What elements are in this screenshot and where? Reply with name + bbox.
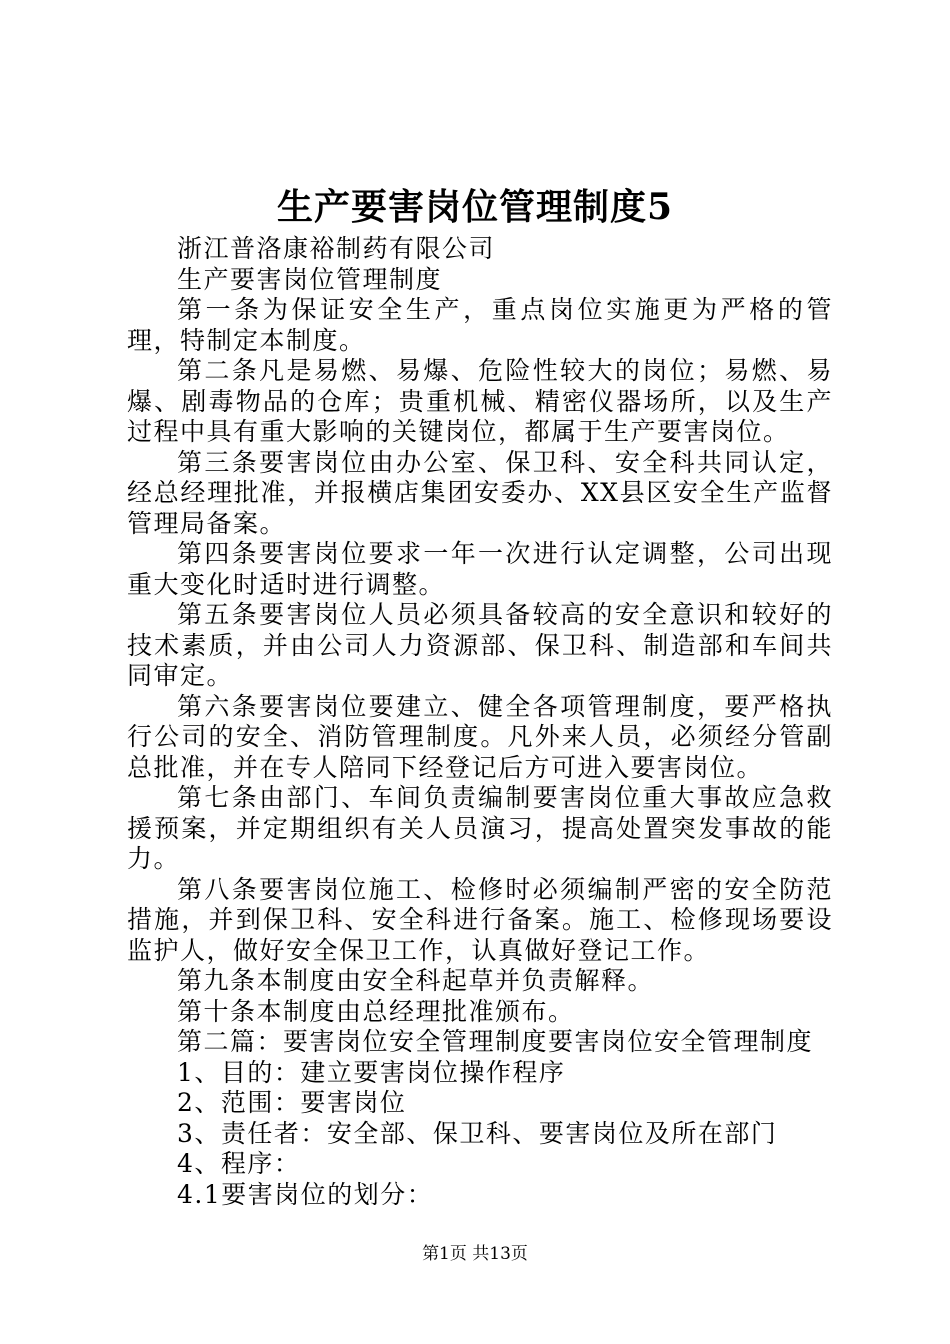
paragraph-article-4: 第四条要害岗位要求一年一次进行认定调整，公司出现重大变化时适时进行调整。 (127, 539, 833, 599)
page-number-footer: 第1页 共13页 (422, 1244, 528, 1264)
paragraph-article-9: 第九条本制度由安全科起草并负责解释。 (177, 966, 655, 995)
paragraph-item-2: 2、范围：要害岗位 (177, 1088, 407, 1117)
paragraph-item-3: 3、责任者：安全部、保卫科、要害岗位及所在部门 (177, 1118, 778, 1148)
paragraph-article-7: 第七条由部门、车间负责编制要害岗位重大事故应急救援预案，并定期组织有关人员演习，提高处置突发事故的能力。 (127, 783, 833, 873)
paragraph-article-8: 第八条要害岗位施工、检修时必须编制严密的安全防范措施，并到保卫科、安全科进行备案。施工、检修现场要设监护人，做好安全保卫工作，认真做好登记工作。 (127, 874, 833, 965)
paragraph-item-4: 4、程序： (177, 1149, 301, 1178)
paragraph-article-3: 第三条要害岗位由办公室、保卫科、安全科共同认定，经总经理批准，并报横店集团安委办、XX县区安全生产监督管理局备案。 (127, 447, 833, 538)
paragraph-article-10: 第十条本制度由总经理批准颁布。 (177, 996, 575, 1026)
paragraph-article-2: 第二条凡是易燃、易爆、危险性较大的岗位；易燃、易爆、剧毒物品的仓库；贵重机械、精密仪器场所，以及生产过程中具有重大影响的关键岗位，都属于生产要害岗位。 (127, 356, 833, 446)
paragraph-article-6: 第六条要害岗位要建立、健全各项管理制度，要严格执行公司的安全、消防管理制度。凡外来人员，必须经分管副总批准，并在专人陪同下经登记后方可进入要害岗位。 (127, 691, 833, 782)
paragraph-article-1: 第一条为保证安全生产，重点岗位实施更为严格的管理，特制定本制度。 (127, 295, 833, 355)
paragraph-subtitle: 生产要害岗位管理制度 (177, 264, 443, 294)
document-title: 生产要害岗位管理制度5 (276, 186, 674, 228)
paragraph-item-1: 1、目的：建立要害岗位操作程序 (177, 1057, 566, 1087)
paragraph-part-2-heading: 第二篇：要害岗位安全管理制度要害岗位安全管理制度 (177, 1027, 814, 1056)
paragraph-item-4-1: 4.1要害岗位的划分： (177, 1179, 434, 1209)
document-body (127, 234, 833, 1210)
paragraph-article-5: 第五条要害岗位人员必须具备较高的安全意识和较好的技术素质，并由公司人力资源部、保卫科、制造部和车间共同审定。 (127, 600, 833, 690)
paragraph-company: 浙江普洛康裕制药有限公司 (177, 234, 496, 263)
